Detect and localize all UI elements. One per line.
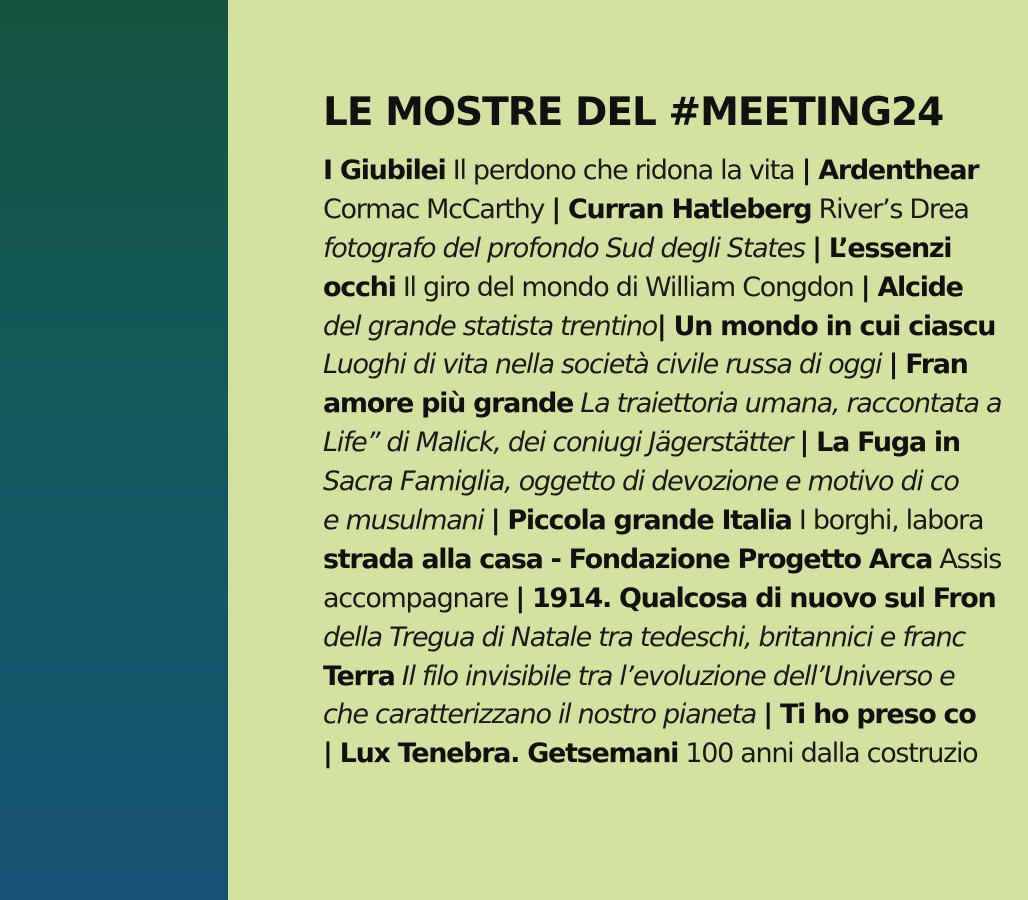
exhibition-title: occhi bbox=[323, 271, 396, 303]
exhibition-description: Assis bbox=[932, 543, 1002, 575]
exhibition-title: | Fran bbox=[888, 349, 968, 381]
text-line bbox=[323, 735, 1028, 774]
exhibition-title: | L’essenzi bbox=[812, 232, 952, 264]
left-panel bbox=[0, 0, 228, 900]
exhibition-description: fotografo del profondo Sud degli States bbox=[323, 232, 813, 264]
text-line bbox=[323, 580, 1028, 619]
exhibition-description: Sacra Famiglia, oggetto di devozione e motivo di co bbox=[323, 466, 959, 498]
exhibition-title: | 1914. Qualcosa di nuovo sul Fron bbox=[515, 582, 996, 614]
exhibition-description: accompagnare bbox=[323, 582, 516, 614]
exhibition-description: River’s Drea bbox=[811, 193, 969, 225]
text-line bbox=[323, 541, 1028, 580]
text-line bbox=[323, 385, 1028, 424]
exhibition-title: I Giubilei bbox=[323, 155, 446, 186]
exhibition-title: | Ardenthear bbox=[801, 155, 979, 186]
exhibition-description: che caratterizzano il nostro pianeta bbox=[323, 699, 764, 731]
text-line bbox=[323, 346, 1028, 385]
exhibition-description: e musulmani bbox=[323, 505, 491, 537]
exhibition-description: Il giro del mondo di William Congdon bbox=[395, 271, 861, 303]
exhibition-title: | Curran Hatleberg bbox=[551, 193, 812, 225]
exhibition-description: del grande statista trentino bbox=[323, 310, 657, 342]
exhibition-title: | Piccola grande Italia bbox=[490, 505, 792, 537]
text-line bbox=[323, 658, 1028, 697]
text-line bbox=[323, 463, 1028, 502]
text-line bbox=[323, 424, 1028, 463]
exhibition-description: Life” di Malick, dei coniugi Jägerstätter bbox=[323, 427, 800, 459]
exhibition-title: | Un mondo in cui ciascu bbox=[656, 310, 996, 342]
text-line bbox=[323, 152, 1028, 191]
text-line bbox=[323, 191, 1028, 230]
exhibition-description: Il filo invisibile tra l’evoluzione dell’Universo e bbox=[394, 660, 955, 692]
exhibition-description: La traiettoria umana, raccontata a bbox=[573, 388, 1002, 420]
text-line bbox=[323, 308, 1028, 347]
exhibition-title: amore più grande bbox=[323, 388, 574, 420]
exhibition-title: Terra bbox=[323, 660, 395, 692]
exhibition-description: 100 anni dalla costruzio bbox=[678, 738, 978, 770]
exhibition-list bbox=[323, 152, 1028, 774]
text-line bbox=[323, 619, 1028, 658]
exhibition-title: | Alcide bbox=[860, 271, 963, 303]
text-line bbox=[323, 230, 1028, 269]
text-line bbox=[323, 269, 1028, 308]
exhibition-title: | La Fuga in bbox=[799, 427, 960, 459]
exhibition-description: Cormac McCarthy bbox=[323, 193, 552, 225]
exhibition-description: della Tregua di Natale tra tedeschi, britannici e franc bbox=[323, 621, 965, 653]
page-title: LE MOSTRE DEL #MEETING24 bbox=[323, 90, 944, 135]
exhibition-description: Il perdono che ridona la vita bbox=[445, 155, 802, 186]
exhibition-title: strada alla casa - Fondazione Progetto Arca bbox=[323, 543, 933, 575]
exhibition-description: Luoghi di vita nella società civile russa di oggi bbox=[323, 349, 889, 381]
exhibition-description: I borghi, labora bbox=[791, 505, 984, 537]
exhibition-title: | Lux Tenebra. Getsemani bbox=[323, 738, 679, 770]
exhibition-title: | Ti ho preso co bbox=[763, 699, 976, 731]
text-line bbox=[323, 502, 1028, 541]
text-line bbox=[323, 696, 1028, 735]
